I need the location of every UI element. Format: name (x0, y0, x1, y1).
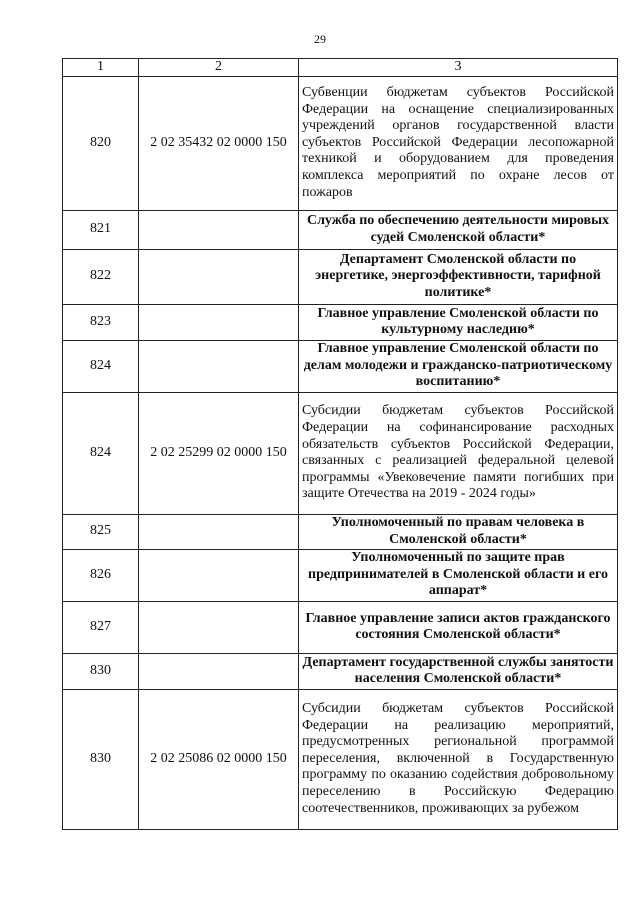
department-name: Уполномоченный по правам человека в Смоленской области* (299, 514, 618, 549)
row-number: 824 (63, 392, 139, 514)
table-row (63, 304, 618, 340)
row-description: Субсидии бюджетам субъектов Российской Федерации на софинансирование расходных обязательств субъектов Российской Федерации, связанных с реализацией федеральной целевой программы «Увековечение памяти погибших при защите Отечества на 2019 - 2024 годы» (299, 392, 618, 514)
department-name: Главное управление Смоленской области по делам молодежи и гражданско-патриотическому воспитанию* (299, 340, 618, 392)
table-row (63, 689, 618, 829)
department-name: Департамент государственной службы занятости населения Смоленской области* (299, 653, 618, 689)
table-row (63, 653, 618, 689)
table-row (63, 210, 618, 249)
table-row (63, 601, 618, 653)
document-table (62, 58, 618, 830)
column-header-3: 3 (299, 59, 618, 77)
row-number: 820 (63, 76, 139, 210)
table-row (63, 514, 618, 549)
budget-code (139, 210, 299, 249)
budget-code (139, 653, 299, 689)
table-row (63, 340, 618, 392)
department-name: Служба по обеспечению деятельности мировых судей Смоленской области* (299, 210, 618, 249)
row-number: 821 (63, 210, 139, 249)
budget-code (139, 601, 299, 653)
column-header-2: 2 (139, 59, 299, 77)
budget-code: 2 02 25086 02 0000 150 (139, 689, 299, 829)
table-row (63, 549, 618, 601)
row-number: 827 (63, 601, 139, 653)
budget-code (139, 249, 299, 304)
table-row (63, 76, 618, 210)
row-description: Субвенции бюджетам субъектов Российской Федерации на оснащение специализированных учреждений органов государственной власти субъектов Российской Федерации лесопожарной техникой и оборудованием для проведения комплекса мероприятий по охране лесов от пожаров (299, 76, 618, 210)
department-name: Уполномоченный по защите прав предпринимателей в Смоленской области и его аппарат* (299, 549, 618, 601)
budget-code: 2 02 25299 02 0000 150 (139, 392, 299, 514)
row-number: 830 (63, 653, 139, 689)
department-name: Главное управление Смоленской области по культурному наследию* (299, 304, 618, 340)
department-name: Департамент Смоленской области по энергетике, энергоэффективности, тарифной политике* (299, 249, 618, 304)
row-number: 823 (63, 304, 139, 340)
budget-code (139, 304, 299, 340)
row-description: Субсидии бюджетам субъектов Российской Федерации на реализацию мероприятий, предусмотренных региональной программой переселения, включенной в Государственную программу по оказанию содействия добровольному переселению в Российскую Федерацию соотечественников, проживающих за рубежом (299, 689, 618, 829)
department-name: Главное управление записи актов гражданского состояния Смоленской области* (299, 601, 618, 653)
budget-code: 2 02 35432 02 0000 150 (139, 76, 299, 210)
budget-code (139, 514, 299, 549)
budget-code (139, 549, 299, 601)
budget-code (139, 340, 299, 392)
table-row (63, 392, 618, 514)
page-number: 29 (314, 32, 326, 46)
row-number: 830 (63, 689, 139, 829)
table-header-row (63, 59, 618, 77)
row-number: 825 (63, 514, 139, 549)
table-row (63, 249, 618, 304)
row-number: 822 (63, 249, 139, 304)
row-number: 824 (63, 340, 139, 392)
row-number: 826 (63, 549, 139, 601)
column-header-1: 1 (63, 59, 139, 77)
